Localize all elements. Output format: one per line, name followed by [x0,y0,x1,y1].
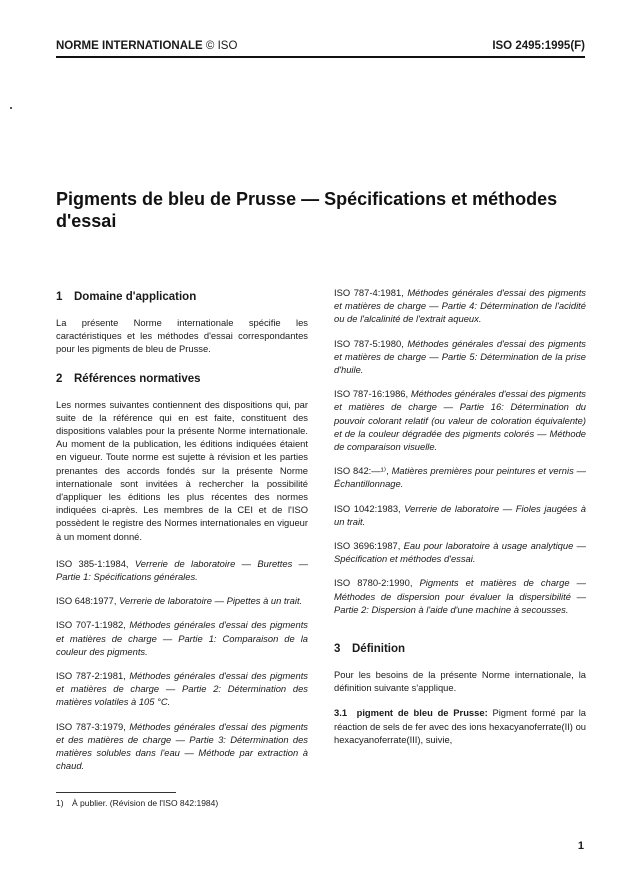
footnote: 1) À publier. (Révision de l'ISO 842:1984) [56,798,219,808]
reference-item: ISO 787-3:1979, Méthodes générales d'essai des pigments et des matières de charge — Partie 3: Détermination des matières solubles dans l'eau — Méthode par extraction à chaud. [56,720,308,772]
section-2-text: Les normes suivantes contiennent des dispositions qui, par suite de la référence qui en est faite, constituent des dispositions valables pour la présente Norme internationale. Au moment de la publication, les éditions indiquées étaient en vigueur. Toute norme est sujette à révision et les parties prenantes des accords fondés sur la présente Norme internationale sont invitées à rechercher la possibilité d'appliquer les éditions les plus récentes des normes indiquées ci-après. Les membres de la CEI et de l'ISO possèdent le registre des Normes internationales en vigueur à un moment donné. [56,398,308,542]
header-standard-type: NORME INTERNATIONALE © ISO [56,40,238,52]
reference-item: ISO 3696:1987, Eau pour laboratoire à usage analytique — Spécification et méthodes d'essai. [334,540,586,565]
section-3-heading: 3 Définition [334,643,406,656]
reference-item: ISO 842:—¹⁾, Matières premières pour peintures et vernis — Échantillonnage. [334,465,587,490]
reference-item: ISO 707-1:1982, Méthodes générales d'essai des pigments et matières de charge — Partie 1: Comparaison de la couleur des pigments. [56,619,308,657]
reference-item: ISO 8780-2:1990, Pigments et matières de charge — Méthodes de dispersion pour évaluer la dispersibilité — Partie 2: Dispersion à l'aide d'une machine à secousses. [334,577,587,615]
reference-item: ISO 787-4:1981, Méthodes générales d'essai des pigments et matières de charge — Partie 4: Détermination de l'acidité ou de l'alcalinité de l'extrait aqueux. [334,287,586,325]
section-2-heading: 2 Références normatives [56,372,201,385]
reference-item: ISO 648:1977, Verrerie de laboratoire — Pipettes à un trait. [56,595,303,607]
reference-item: ISO 1042:1983, Verrerie de laboratoire — Fioles jaugées à un trait. [334,502,586,527]
right-column [334,286,586,758]
document-title: Pigments de bleu de Prusse — Spécifications et méthodes d'essai [56,189,558,231]
left-column [56,286,308,783]
page-number: 1 [577,840,584,852]
footnote-divider [56,792,176,793]
reference-item: ISO 787-16:1986, Méthodes générales d'essai des pigments et matières de charge — Partie 16: Détermination du pouvoir colorant relatif (ou valeur de coloration équivalente) et de la couleur dégradée des pigments colorés — Méthode de comparaison visuelle. [334,388,586,453]
reference-item: ISO 385-1:1984, Verrerie de laboratoire — Burettes — Partie 1: Spécifications générales. [56,557,308,583]
section-1-text: La présente Norme internationale spécifie les caractéristiques et les méthodes d'essai correspondantes pour les pigments de bleu de Prusse. [56,317,308,355]
reference-item: ISO 787-2:1981, Méthodes générales d'essai des pigments et matières de charge — Partie 2: Détermination des matières volatiles à 105 °C. [56,670,308,708]
section-1-heading: 1 Domaine d'application [56,291,197,303]
scan-speck [10,107,12,109]
reference-item: ISO 787-5:1980, Méthodes générales d'essai des pigments et matières de charge — Partie 5: Détermination de la prise d'huile. [334,337,586,376]
section-3-intro: Pour les besoins de la présente Norme internationale, la définition suivante s'applique. [334,669,586,694]
page-header [56,38,585,58]
header-standard-number: ISO 2495:1995(F) [492,40,585,52]
definition-3-1: 3.1 pigment de bleu de Prusse: Pigment formé par la réaction de sels de fer avec des ions hexacyanoferrate(II) ou hexacyanoferrate(III), suivie, [334,707,586,745]
